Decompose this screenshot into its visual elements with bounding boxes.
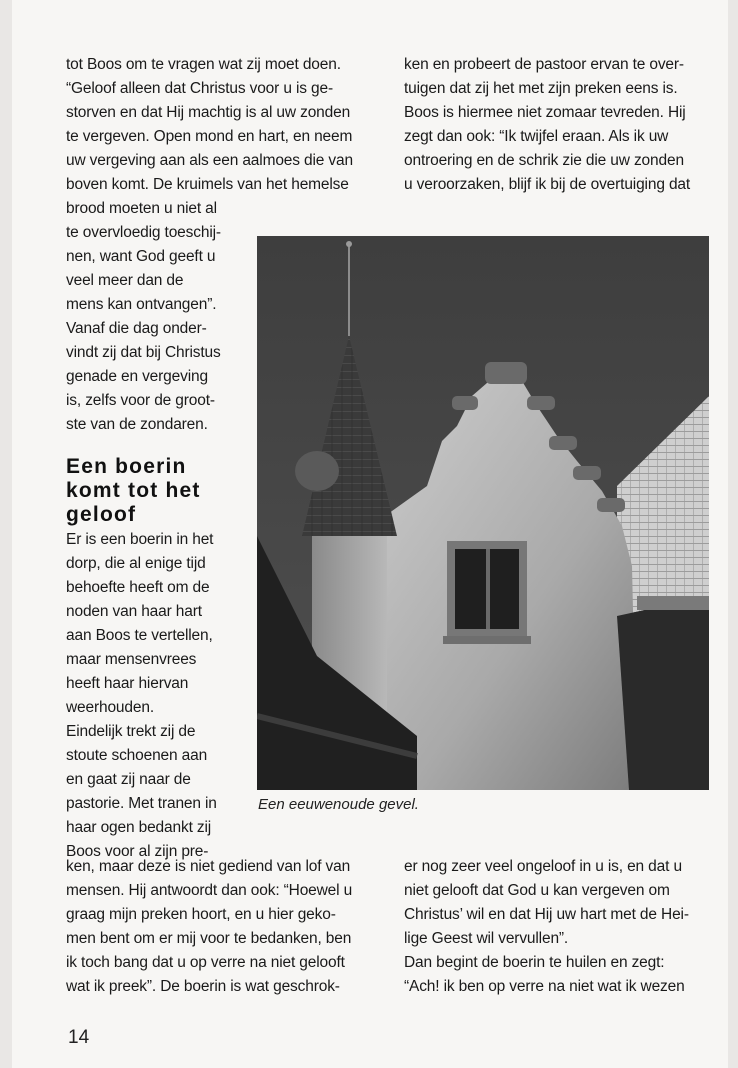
text-line: aan Boos te vertellen, xyxy=(66,627,213,644)
text-line: ste van de zondaren. xyxy=(66,416,208,433)
page-number: 14 xyxy=(68,1027,90,1048)
text-line: ik toch bang dat u op verre na niet gelooft xyxy=(66,954,345,971)
text-line: brood moeten u niet al xyxy=(66,200,217,217)
text-line: ken en probeert de pastoor ervan te over- xyxy=(404,56,684,73)
text-line: tuigen dat zij het met zijn preken eens is. xyxy=(404,80,678,97)
section-heading xyxy=(66,455,201,527)
heading-line: Een boerin xyxy=(66,455,187,478)
text-line: dorp, die al enige tijd xyxy=(66,555,206,572)
text-line: u veroorzaken, blijf ik bij de overtuiging dat xyxy=(404,176,691,193)
text-line: Er is een boerin in het xyxy=(66,531,214,548)
text-line: te overvloedig toeschij- xyxy=(66,224,221,241)
text-line: pastorie. Met tranen in xyxy=(66,795,217,812)
text-line: niet gelooft dat God u kan vergeven om xyxy=(404,882,670,899)
text-line: ken, maar deze is niet gediend van lof van xyxy=(66,858,351,875)
text-line: Christus’ wil en dat Hij uw hart met de Hei- xyxy=(404,906,689,923)
text-line: storven en dat Hij machtig is al uw zonden xyxy=(66,104,351,121)
text-line: Boos voor al zijn pre- xyxy=(66,843,209,860)
text-line: “Geloof alleen dat Christus voor u is ge- xyxy=(66,80,333,97)
text-line: tot Boos om te vragen wat zij moet doen. xyxy=(66,56,341,73)
text-line: behoefte heeft om de xyxy=(66,579,210,596)
text-line: ontroering en de schrik zie die uw zonden xyxy=(404,152,684,169)
text-line: maar mensenvrees xyxy=(66,651,197,668)
text-line: te vergeven. Open mond en hart, en neem xyxy=(66,128,353,145)
text-line: zegt dan ook: “Ik twijfel eraan. Als ik uw xyxy=(404,128,669,145)
text-line: “Ach! ik ben op verre na niet wat ik wezen xyxy=(404,978,685,995)
text-line: is, zelfs voor de groot- xyxy=(66,392,215,409)
text-line: lige Geest wil vervullen”. xyxy=(404,930,569,947)
building-gable-photo xyxy=(257,236,709,790)
text-line: Dan begint de boerin te huilen en zegt: xyxy=(404,954,665,971)
text-line: mens kan ontvangen”. xyxy=(66,296,217,313)
text-line: haar ogen bedankt zij xyxy=(66,819,212,836)
text-line: Eindelijk trekt zij de xyxy=(66,723,196,740)
text-line: er nog zeer veel ongeloof in u is, en dat u xyxy=(404,858,682,875)
text-line: vindt zij dat bij Christus xyxy=(66,344,221,361)
text-line: men bent om er mij voor te bedanken, ben xyxy=(66,930,352,947)
text-line: mensen. Hij antwoordt dan ook: “Hoewel u xyxy=(66,882,353,899)
text-line: Boos is hiermee niet zomaar tevreden. Hij xyxy=(404,104,686,121)
gable-illustration xyxy=(257,236,709,790)
text-line: nen, want God geeft u xyxy=(66,248,216,265)
text-line: wat ik preek”. De boerin is wat geschrok- xyxy=(66,978,340,995)
text-line: stoute schoenen aan xyxy=(66,747,208,764)
text-line: graag mijn preken hoort, en u hier geko- xyxy=(66,906,336,923)
heading-line: geloof xyxy=(66,503,137,526)
heading-line: komt tot het xyxy=(66,479,201,502)
text-line: noden van haar hart xyxy=(66,603,202,620)
text-line: boven komt. De kruimels van het hemelse xyxy=(66,176,349,193)
text-line: en gaat zij naar de xyxy=(66,771,191,788)
text-line: heeft haar hiervan xyxy=(66,675,189,692)
photo-caption: Een eeuwenoude gevel. xyxy=(258,796,419,813)
text-line: veel meer dan de xyxy=(66,272,184,289)
text-line: Vanaf die dag onder- xyxy=(66,320,207,337)
text-line: weerhouden. xyxy=(66,699,154,716)
text-line: uw vergeving aan als een aalmoes die van xyxy=(66,152,353,169)
text-line: genade en vergeving xyxy=(66,368,208,385)
